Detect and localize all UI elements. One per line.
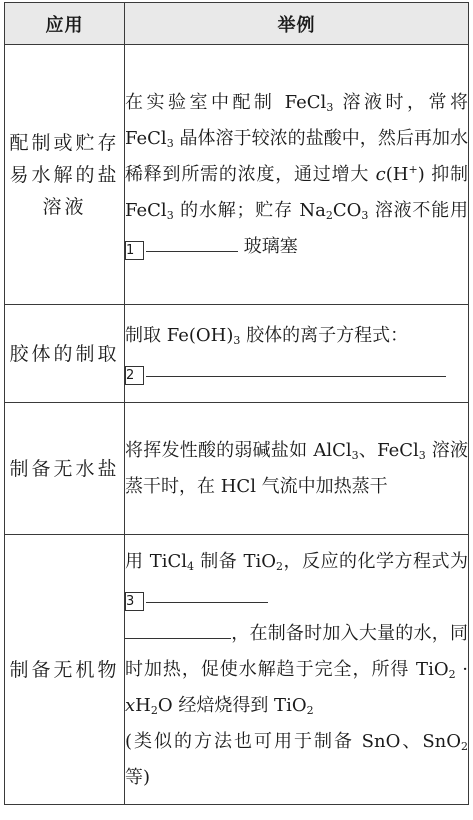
row-application <box>5 45 125 305</box>
subscript: 3 <box>361 208 369 222</box>
example-text: 用 TiCl <box>125 550 188 572</box>
example-text: 晶体溶于较浓的盐酸中，然后再加水稀释到所需的浓度，通过增大 <box>125 127 468 185</box>
example-text: 将挥发性酸的弱碱盐如 AlCl <box>125 439 352 461</box>
table-row <box>5 305 469 403</box>
subscript: 2 <box>275 559 283 573</box>
table-header-row <box>5 3 469 45</box>
subscript: 2 <box>448 667 456 681</box>
example-text: 溶液蒸干时，在 HCl 气流中加热蒸干 <box>125 439 468 497</box>
subscript: 3 <box>326 100 334 114</box>
subscript: 2 <box>306 703 314 717</box>
blank-number-box: 3 <box>125 592 144 611</box>
superscript: + <box>408 162 418 176</box>
example-text: 等) <box>125 766 151 788</box>
table-row <box>5 403 469 535</box>
header-example: 举例 <box>125 3 469 45</box>
example-text: 在实验室中配制 FeCl <box>125 91 327 113</box>
row-application <box>5 305 125 403</box>
subscript: 2 <box>325 208 333 222</box>
example-text: 溶液时，常将 FeCl <box>125 91 468 149</box>
example-text: ) 抑制 FeCl <box>125 163 468 221</box>
example-text: 制取 Fe(OH) <box>125 324 234 346</box>
example-text: ，在制备时加入大量的水，同时加热，促使水解趋于完全，所得 TiO <box>125 622 468 680</box>
subscript: 2 <box>150 703 158 717</box>
answer-blank-2[interactable] <box>146 354 446 377</box>
example-text: 溶液不能用 <box>368 199 468 221</box>
example-text: 、FeCl <box>358 439 419 461</box>
row-application <box>5 535 125 805</box>
example-text: ，反应的化学方程式为 <box>282 550 468 572</box>
variable-x: x <box>125 694 136 716</box>
example-text: 制备 TiO <box>194 550 276 572</box>
example-text: 的水解；贮存 Na <box>173 199 326 221</box>
application-text: 胶体的制取 <box>9 342 120 365</box>
example-text: 玻璃塞 <box>243 235 298 257</box>
example-text: (类似的方法也可用于制备 SnO、SnO <box>125 730 461 752</box>
subscript: 3 <box>166 136 174 150</box>
application-text: 配制或贮存易水解的盐溶液 <box>9 131 120 218</box>
subscript: 4 <box>187 559 195 573</box>
example-text: 胶体的离子方程式： <box>240 324 409 346</box>
row-example <box>125 535 469 805</box>
subscript: 2 <box>461 739 468 753</box>
concentration-symbol: c <box>375 163 386 185</box>
row-example <box>125 45 469 305</box>
application-text: 制备无水盐 <box>9 457 120 480</box>
example-text: H <box>135 694 151 716</box>
answer-blank-3b[interactable] <box>125 616 231 639</box>
row-example <box>125 403 469 535</box>
table-row <box>5 535 469 805</box>
subscript: 3 <box>418 448 426 462</box>
answer-blank-1[interactable] <box>146 229 238 252</box>
example-text: (H <box>385 163 409 185</box>
hydrolysis-applications-table <box>4 2 469 805</box>
answer-blank-3a[interactable] <box>146 580 268 603</box>
blank-number-box: 2 <box>125 366 144 385</box>
application-text: 制备无机物 <box>9 658 120 681</box>
row-application <box>5 403 125 535</box>
subscript: 3 <box>351 448 359 462</box>
row-example <box>125 305 469 403</box>
table-row <box>5 45 469 305</box>
subscript: 3 <box>166 208 174 222</box>
subscript: 3 <box>233 333 241 347</box>
example-text: CO <box>332 199 362 221</box>
example-text: · <box>455 658 468 680</box>
blank-number-box: 1 <box>125 241 144 260</box>
example-text: O 经焙烧得到 TiO <box>157 694 307 716</box>
header-application: 应用 <box>5 3 125 45</box>
